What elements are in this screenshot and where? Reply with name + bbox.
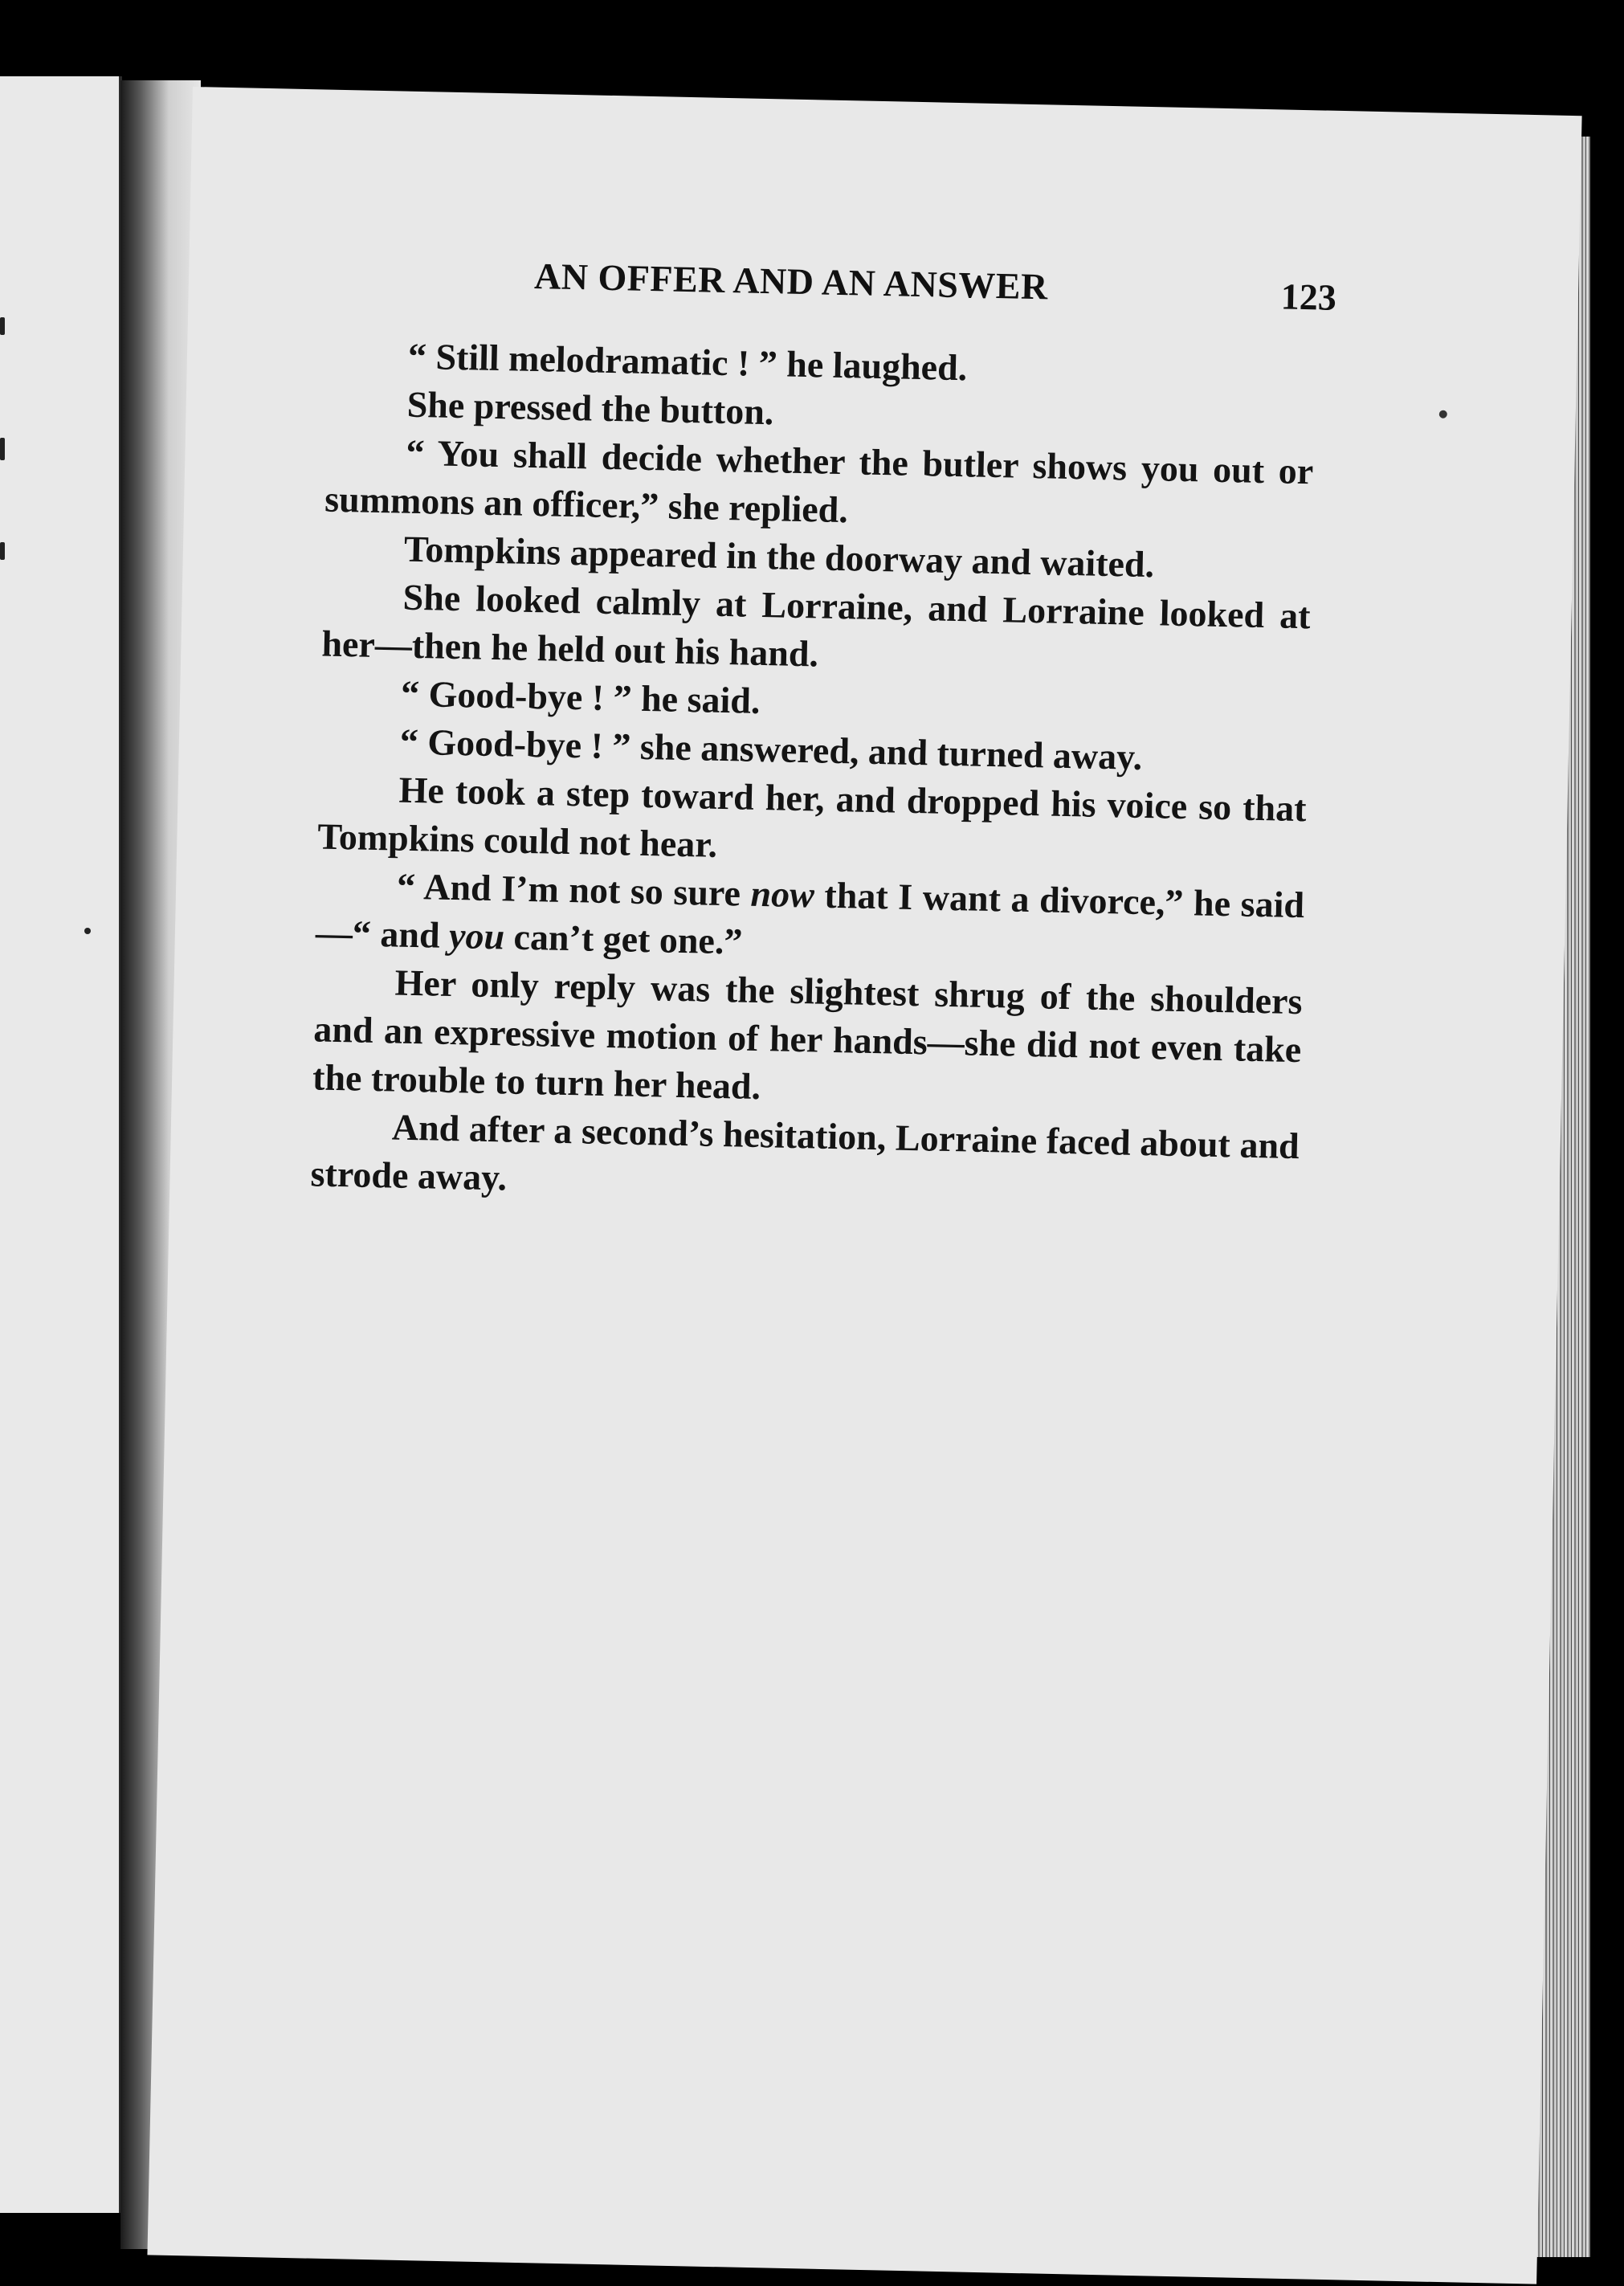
paragraph: He took a step toward her, and dropped his voice so that Tompkins could not hear. bbox=[316, 769, 1308, 865]
paragraph-text: he said—“ and bbox=[315, 882, 1305, 956]
paragraph-text: can’t get one.” bbox=[513, 916, 743, 962]
paragraph: “ Good-bye ! ” she answered, and turned away. bbox=[399, 720, 1143, 778]
page-number: 123 bbox=[1280, 276, 1337, 318]
emphasis-text: you bbox=[448, 914, 505, 957]
paragraph: Tompkins appeared in the doorway and waited. bbox=[403, 528, 1155, 586]
running-title: AN OFFER AND AN ANSWER bbox=[533, 255, 1049, 308]
print-speck bbox=[1439, 410, 1447, 418]
paragraph: And after a second’s hesitation, Lorraine faced about and strode away. bbox=[310, 1106, 1300, 1198]
page-mark bbox=[0, 438, 5, 460]
paragraph: She pressed the button. bbox=[406, 383, 774, 433]
page-body-text bbox=[310, 331, 1316, 1219]
page-mark bbox=[0, 542, 5, 560]
paragraph-text: “ And I’m not so sure bbox=[396, 865, 741, 914]
emphasis-text: now bbox=[750, 872, 815, 916]
paragraph: She looked calmly at Lorraine, and Lorraine looked at her—then he held out his hand. bbox=[320, 576, 1312, 675]
paragraph-text: that I want a divorce,” bbox=[823, 874, 1185, 924]
paragraph: “ Still melodramatic ! ” he laughed. bbox=[407, 335, 968, 389]
paragraph: Her only reply was the slightest shrug of the shoulders and an expressive motion of her hands—she did not even take the trouble to turn her head. bbox=[312, 961, 1303, 1108]
paragraph: “ Good-bye ! ” he said. bbox=[400, 672, 761, 721]
page-mark bbox=[84, 928, 91, 934]
page-mark bbox=[0, 317, 5, 335]
paragraph: “ You shall decide whether the butler shows you out or summons an officer,” she replied. bbox=[324, 431, 1314, 531]
book-page bbox=[147, 87, 1581, 2284]
facing-page-left bbox=[0, 76, 122, 2213]
